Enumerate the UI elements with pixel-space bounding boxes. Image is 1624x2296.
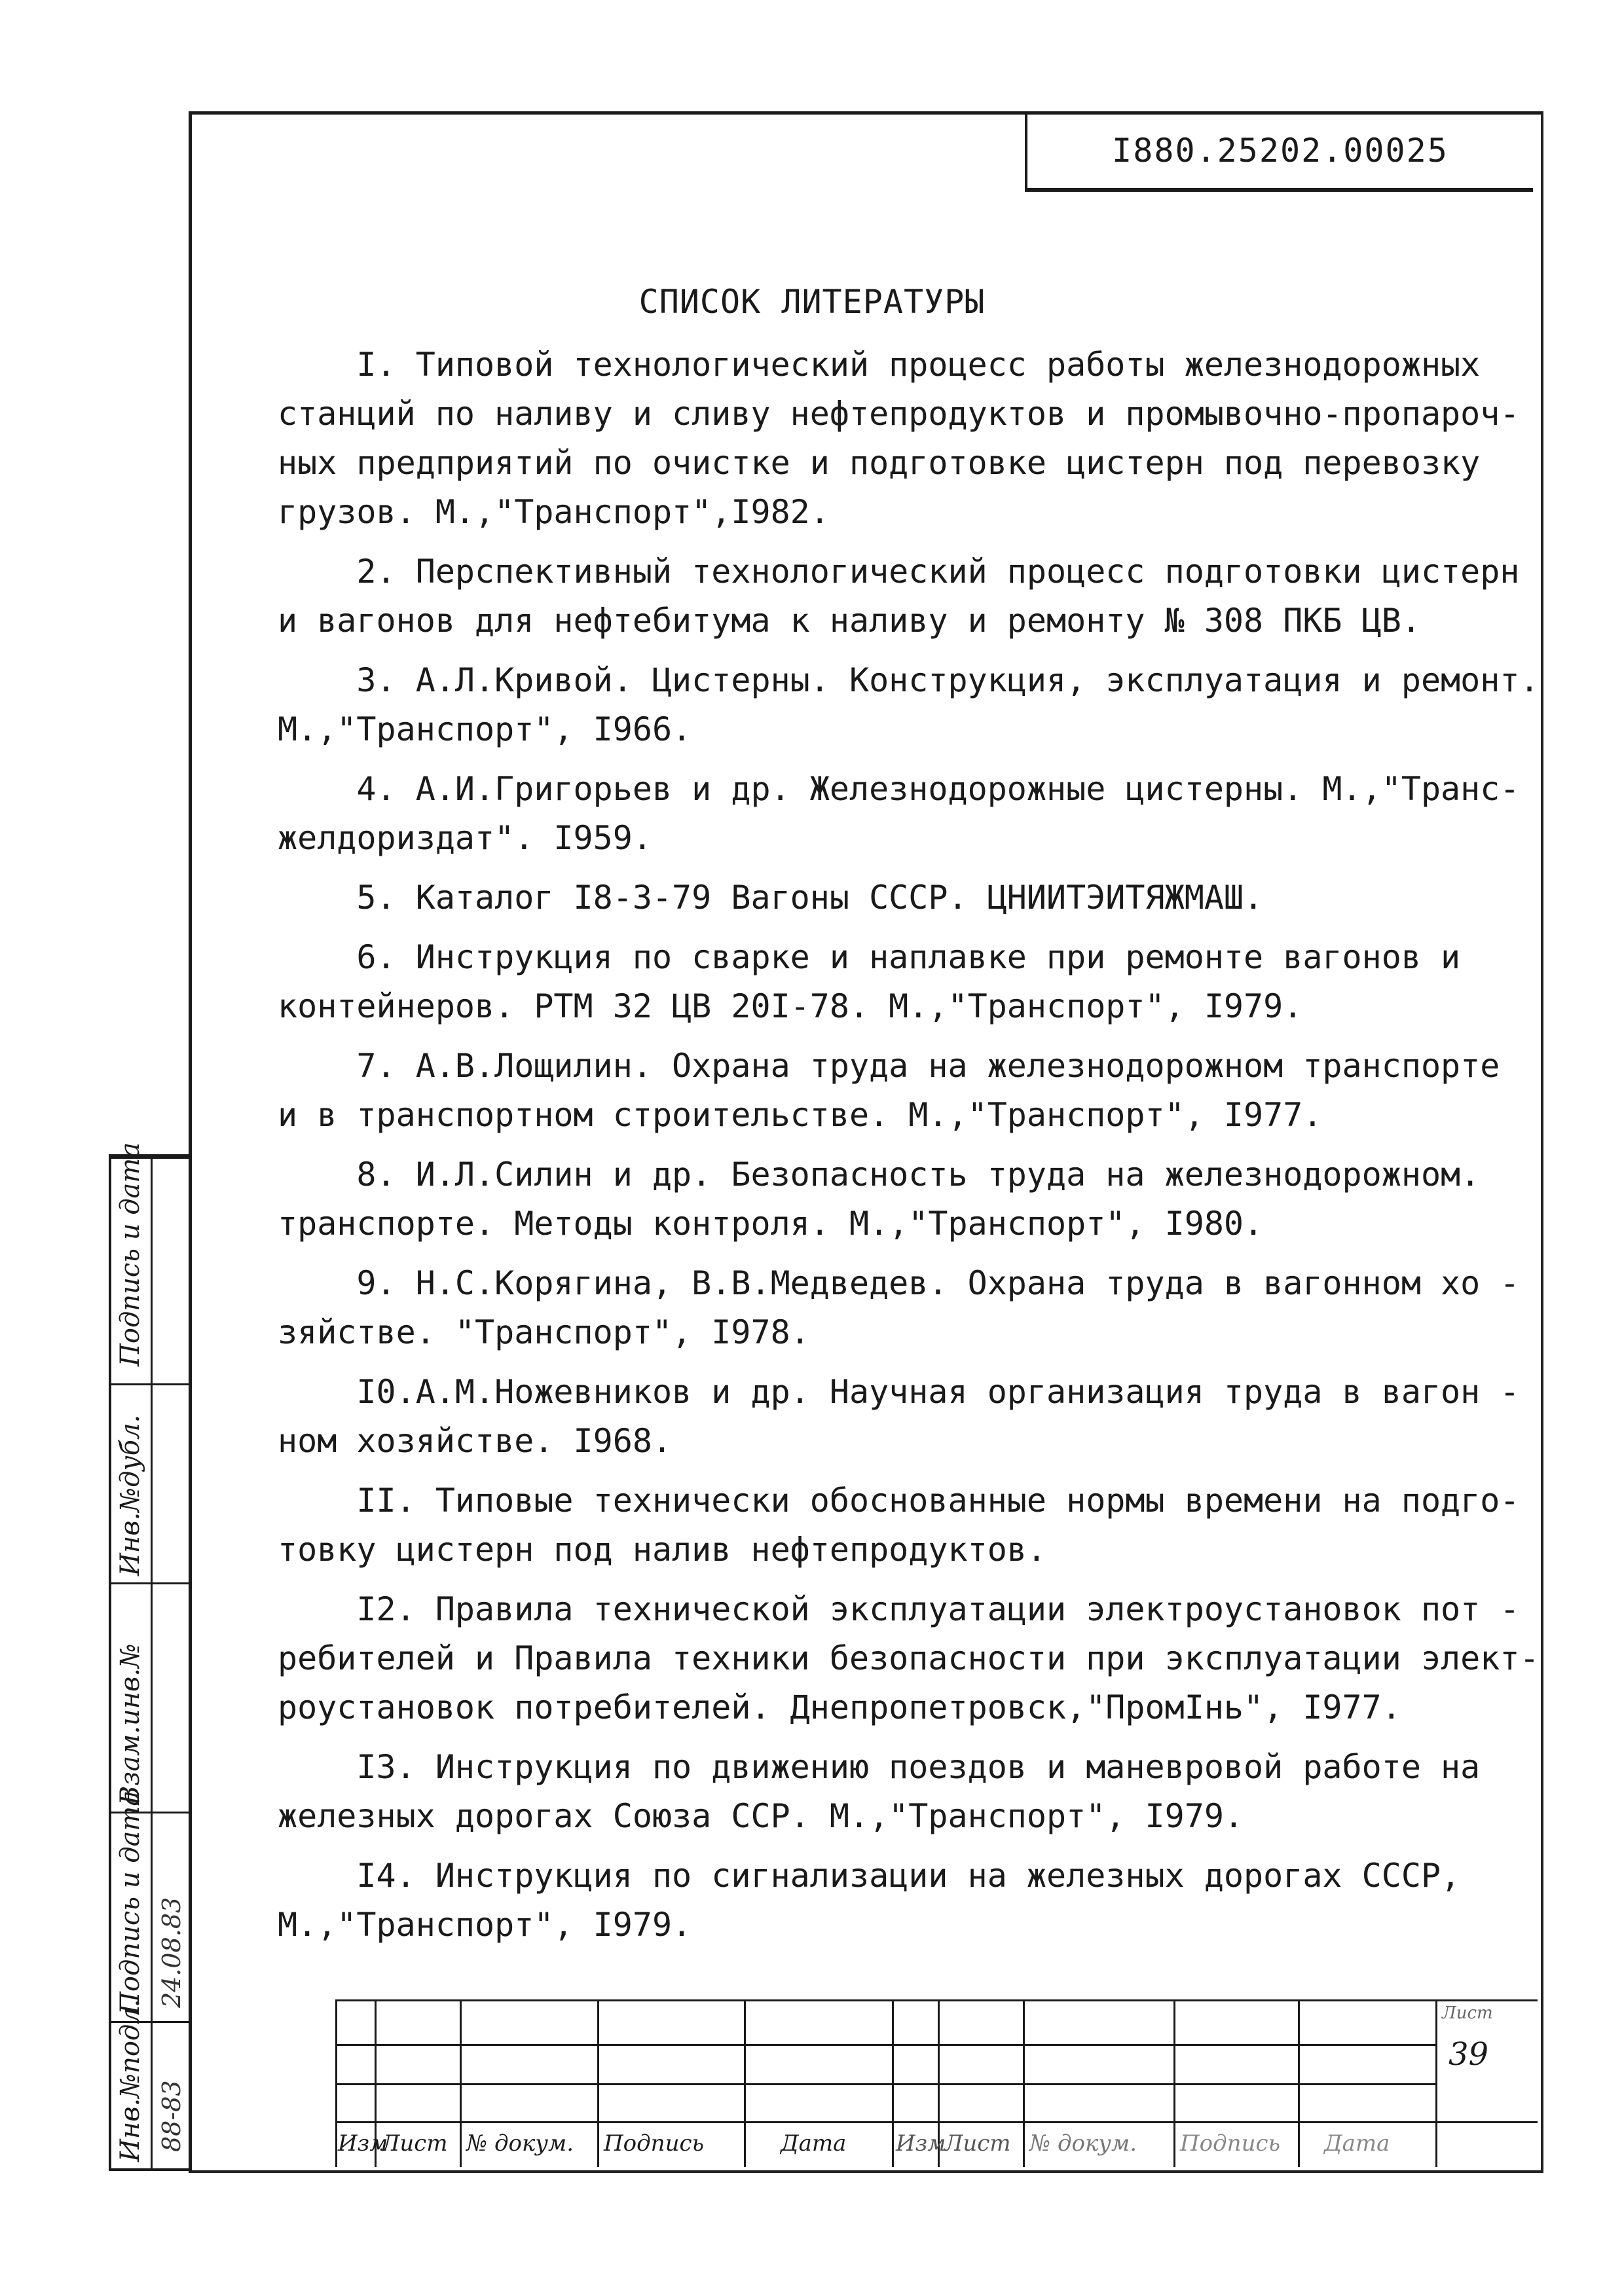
reference-line: и вагонов для нефтебитума к наливу и ремонту № 308 ПКБ ЦВ. bbox=[278, 602, 1421, 640]
reference-item bbox=[278, 873, 1509, 922]
reference-line: М.,"Транспорт", I966. bbox=[278, 710, 692, 748]
tb-header-doc: № докум. bbox=[466, 2130, 574, 2157]
reference-line: 6. Инструкция по сварке и наплавке при ремонте вагонов и bbox=[278, 938, 1461, 976]
reference-line: станций по наливу и сливу нефтепродуктов и промывочно-пропароч- bbox=[278, 395, 1520, 433]
page-title: СПИСОК ЛИТЕРАТУРЫ bbox=[638, 283, 986, 321]
document-number: I880.25202.00025 bbox=[1025, 113, 1533, 192]
tb-header-doc-2: № докум. bbox=[1029, 2130, 1137, 2157]
tb-header-list: Лист bbox=[381, 2130, 448, 2157]
reference-item bbox=[278, 547, 1520, 646]
reference-item bbox=[278, 340, 1520, 537]
reference-line: 3. А.Л.Кривой. Цистерны. Конструкция, эксплуатация и ремонт. bbox=[278, 661, 1540, 699]
reference-list bbox=[278, 340, 1540, 1950]
reference-item bbox=[278, 1150, 1509, 1248]
reference-line: I2. Правила технической эксплуатации электроустановок пот - bbox=[278, 1590, 1520, 1628]
tb-header-sign-2: Подпись bbox=[1180, 2130, 1281, 2157]
reference-item bbox=[278, 933, 1509, 1031]
reference-line: железных дорогах Союза ССР. М.,"Транспорт", I979. bbox=[278, 1797, 1244, 1835]
reference-line: 7. А.В.Лощилин. Охрана труда на железнодорожном транспорте bbox=[278, 1047, 1500, 1085]
reference-item bbox=[278, 1585, 1540, 1732]
sheet-number: 39 bbox=[1449, 2036, 1489, 2073]
tb-header-date: Дата bbox=[781, 2130, 847, 2157]
reference-item bbox=[278, 765, 1520, 863]
reference-line: товку цистерн под налив нефтепродуктов. bbox=[278, 1531, 1046, 1569]
stamp-label-inv-podl: Инв.№подл. bbox=[115, 1999, 145, 2162]
tb-header-izm: Изм bbox=[338, 2130, 388, 2157]
reference-line: ном хозяйстве. I968. bbox=[278, 1422, 673, 1460]
tb-header-izm-2: Изм bbox=[896, 2130, 946, 2157]
reference-line: желдориздат". I959. bbox=[278, 819, 652, 857]
reference-line: 5. Каталог I8-3-79 Вагоны СССР. ЦНИИТЭИТЯЖМАШ. bbox=[278, 879, 1264, 917]
reference-item bbox=[278, 1743, 1509, 1841]
stamp-value-inv: 88-83 bbox=[157, 2080, 186, 2152]
reference-line: ных предприятий по очистке и подготовке цистерн под перевозку bbox=[278, 444, 1481, 482]
reference-item bbox=[278, 1851, 1509, 1950]
tb-header-list-2: Лист bbox=[944, 2130, 1011, 2157]
reference-line: I3. Инструкция по движению поездов и маневровой работе на bbox=[278, 1748, 1481, 1786]
stamp-label-vzam-inv: Взам.инв.№ bbox=[115, 1643, 145, 1805]
reference-line: 2. Перспективный технологический процесс подготовки цистерн bbox=[278, 553, 1520, 591]
reference-line: зяйстве. "Транспорт", I978. bbox=[278, 1313, 810, 1351]
reference-item bbox=[278, 1368, 1520, 1466]
reference-item bbox=[278, 656, 1540, 754]
stamp-label-inv-dubl: Инв.№дубл. bbox=[115, 1414, 145, 1576]
reference-item bbox=[278, 1259, 1520, 1357]
reference-line: I4. Инструкция по сигнализации на железных дорогах СССР, bbox=[278, 1857, 1461, 1895]
stamp-value-date: 24.08.83 bbox=[157, 1897, 186, 2008]
reference-line: контейнеров. РТМ 32 ЦВ 20I-78. М.,"Транспорт", I979. bbox=[278, 987, 1303, 1025]
reference-line: грузов. М.,"Транспорт",I982. bbox=[278, 493, 830, 531]
stamp-label-sign-date: Подпись и дата bbox=[115, 1790, 145, 2014]
reference-line: 9. Н.С.Корягина, В.В.Медведев. Охрана труда в вагонном хо - bbox=[278, 1264, 1520, 1302]
reference-item bbox=[278, 1476, 1520, 1575]
tb-header-sign: Подпись bbox=[604, 2130, 705, 2157]
reference-line: II. Типовые технически обоснованные нормы времени на подго- bbox=[278, 1482, 1520, 1520]
tb-header-date-2: Дата bbox=[1324, 2130, 1390, 2157]
reference-line: транспорте. Методы контроля. М.,"Транспорт", I980. bbox=[278, 1205, 1264, 1243]
reference-line: I0.А.М.Ножевников и др. Научная организация труда в вагон - bbox=[278, 1373, 1520, 1411]
reference-item bbox=[278, 1042, 1509, 1140]
reference-line: роустановок потребителей. Днепропетровск,"ПромIнь", I977. bbox=[278, 1688, 1401, 1726]
margin-stamp bbox=[109, 1142, 191, 2171]
reference-line: М.,"Транспорт", I979. bbox=[278, 1906, 692, 1944]
reference-line: ребителей и Правила техники безопасности при эксплуатации элект- bbox=[278, 1639, 1540, 1677]
reference-line: I. Типовой технологический процесс работы железнодорожных bbox=[278, 346, 1481, 384]
stamp-label-inv-sign-date: Подпись и дата bbox=[115, 1142, 145, 1366]
reference-line: 4. А.И.Григорьев и др. Железнодорожные цистерны. М.,"Транс- bbox=[278, 770, 1520, 808]
reference-line: 8. И.Л.Силин и др. Безопасность труда на железнодорожном. bbox=[278, 1156, 1481, 1194]
reference-line: и в транспортном строительстве. М.,"Транспорт", I977. bbox=[278, 1096, 1323, 1134]
title-block bbox=[335, 1999, 1538, 2167]
sheet-label: Лист bbox=[1442, 2003, 1493, 2023]
